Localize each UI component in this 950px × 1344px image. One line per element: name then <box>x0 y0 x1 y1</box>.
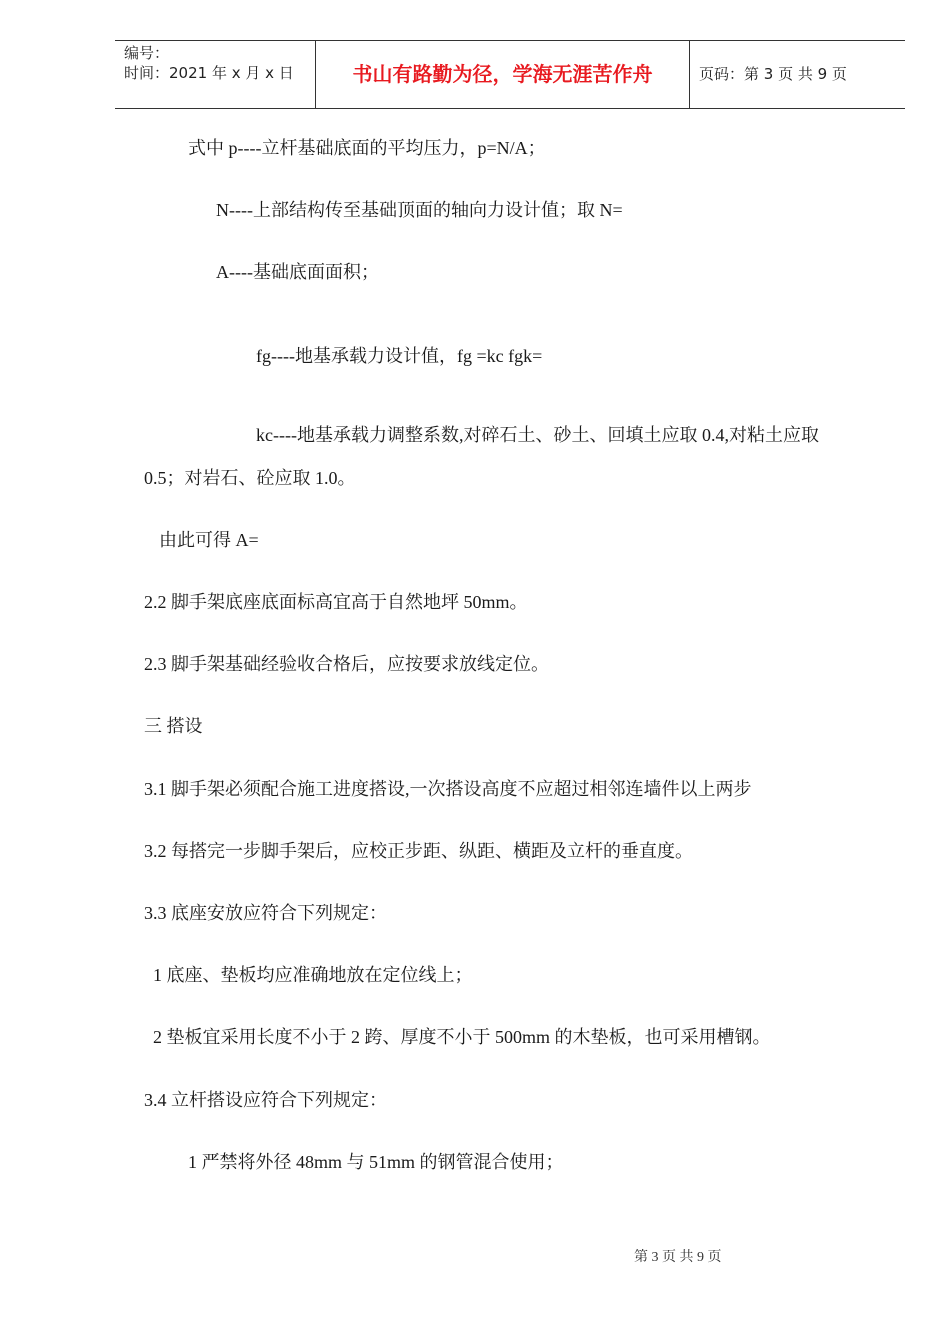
formula-n-definition: N----上部结构传至基础顶面的轴向力设计值；取 N= <box>216 200 623 220</box>
clause-3-4: 3.4 立杆搭设应符合下列规定： <box>144 1090 387 1110</box>
clause-3-1: 3.1 脚手架必须配合施工进度搭设,一次搭设高度不应超过相邻连墙件以上两步 <box>144 779 752 799</box>
clause-2-2: 2.2 脚手架底座底面标高宜高于自然地坪 50mm。 <box>144 592 528 612</box>
formula-kc-continued: 0.5；对岩石、砼应取 1.0。 <box>144 468 356 488</box>
section-heading-erection: 三 搭设 <box>144 716 203 736</box>
document-number-label: 编号： <box>124 44 170 62</box>
document-date-label: 时间：2021 年 x 月 x 日 <box>124 64 294 82</box>
header-page-info: 页码：第 3 页 共 9 页 <box>699 65 847 83</box>
header-motto: 书山有路勤为径，学海无涯苦作舟 <box>352 62 653 86</box>
formula-p-definition: 式中 p----立杆基础底面的平均压力，p=N/A； <box>188 138 546 158</box>
clause-3-2: 3.2 每搭完一步脚手架后，应校正步距、纵距、横距及立杆的垂直度。 <box>144 841 693 861</box>
clause-3-3: 3.3 底座安放应符合下列规定： <box>144 903 387 923</box>
clause-3-3-item-1: 1 底座、垫板均应准确地放在定位线上； <box>153 965 473 985</box>
formula-kc-definition: kc----地基承载力调整系数,对碎石土、砂土、回填土应取 0.4,对粘土应取 <box>256 425 819 445</box>
header-page-cell <box>690 41 905 108</box>
clause-3-4-item-1: 1 严禁将外径 48mm 与 51mm 的钢管混合使用； <box>188 1152 564 1172</box>
clause-3-3-item-2: 2 垫板宜采用长度不小于 2 跨、厚度不小于 500mm 的木垫板，也可采用槽钢。 <box>153 1027 771 1047</box>
clause-2-3: 2.3 脚手架基础经验收合格后，应按要求放线定位。 <box>144 654 549 674</box>
page-header <box>115 40 905 109</box>
formula-fg-definition: fg----地基承载力设计值，fg =kc fgk= <box>256 346 543 366</box>
area-result: 由此可得 A= <box>159 530 259 550</box>
header-motto-cell <box>316 41 690 108</box>
page-footer: 第 3 页 共 9 页 <box>634 1250 722 1265</box>
header-meta <box>115 41 316 108</box>
formula-a-definition: A----基础底面面积； <box>216 262 379 282</box>
